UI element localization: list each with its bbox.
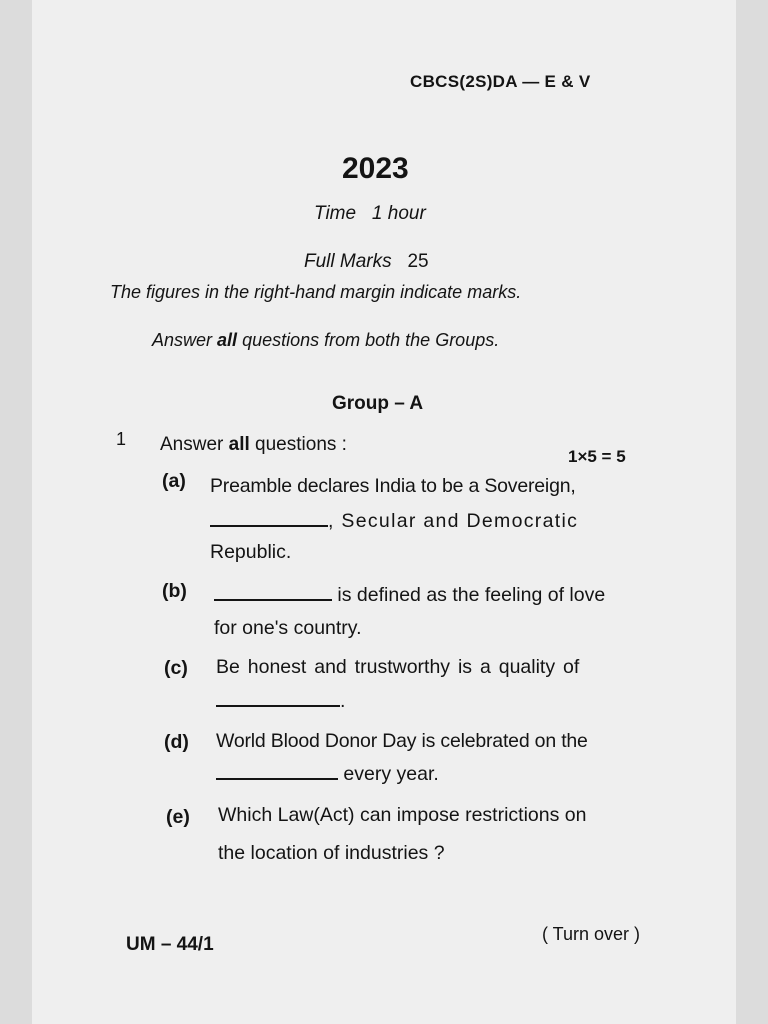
instruction-margin-marks: The figures in the right-hand margin indicate marks. (110, 282, 522, 302)
instruction-answer-word: Answer (152, 330, 213, 350)
item-e-line2: the location of industries ? (218, 842, 445, 864)
item-d-line2-text: every year. (343, 763, 439, 785)
time-label: Time (314, 203, 357, 224)
item-a-line1: Preamble declares India to be a Sovereign, (210, 475, 576, 497)
item-a-label: (a) (162, 470, 186, 492)
item-a-line2-text: , Secular and Democratic (328, 510, 579, 532)
question-number: 1 (116, 429, 127, 449)
item-b-label: (b) (162, 580, 187, 602)
question-suffix: questions : (255, 434, 347, 455)
full-marks-label: Full Marks (304, 251, 392, 272)
item-b-line1-text: is defined as the feeling of love (337, 584, 606, 606)
item-d-line1: World Blood Donor Day is celebrated on the (216, 730, 588, 752)
group-title: Group – A (332, 393, 424, 414)
item-e-line1: Which Law(Act) can impose restrictions on (218, 804, 587, 826)
footer-paper-code: UM – 44/1 (126, 934, 214, 955)
question-heading (160, 434, 347, 456)
item-b-line1 (214, 584, 605, 607)
item-a-line2 (210, 510, 578, 533)
item-d-line2 (216, 763, 439, 786)
item-c-line2 (216, 690, 345, 713)
item-d-label: (d) (164, 731, 189, 753)
item-c-label: (c) (164, 657, 188, 679)
item-c-line1: Be honest and trustworthy is a quality of (216, 656, 580, 678)
question-marks: 1×5 = 5 (568, 447, 626, 466)
item-c-blank (216, 704, 340, 707)
turn-over-note: ( Turn over ) (542, 924, 641, 944)
item-c-line2-text: . (340, 690, 346, 712)
question-bold: all (228, 434, 250, 455)
item-d-blank (216, 777, 338, 780)
paper-code: CBCS(2S)DA — E & V (410, 72, 591, 91)
item-e-label: (e) (166, 806, 190, 828)
time-line (314, 203, 426, 225)
instruction-rest: questions from both the Groups. (242, 330, 500, 350)
exam-year: 2023 (342, 152, 409, 185)
time-value: 1 hour (371, 203, 426, 224)
item-a-blank (210, 524, 328, 527)
item-b-line2: for one's country. (214, 617, 362, 639)
instruction-all-word: all (217, 330, 238, 350)
question-paper-page (32, 0, 736, 1024)
full-marks-value: 25 (407, 251, 429, 272)
instruction-answer-all (152, 330, 499, 351)
item-a-line3: Republic. (210, 541, 292, 563)
question-prefix: Answer (160, 434, 224, 455)
item-b-blank (214, 598, 332, 601)
full-marks-line (304, 251, 429, 273)
